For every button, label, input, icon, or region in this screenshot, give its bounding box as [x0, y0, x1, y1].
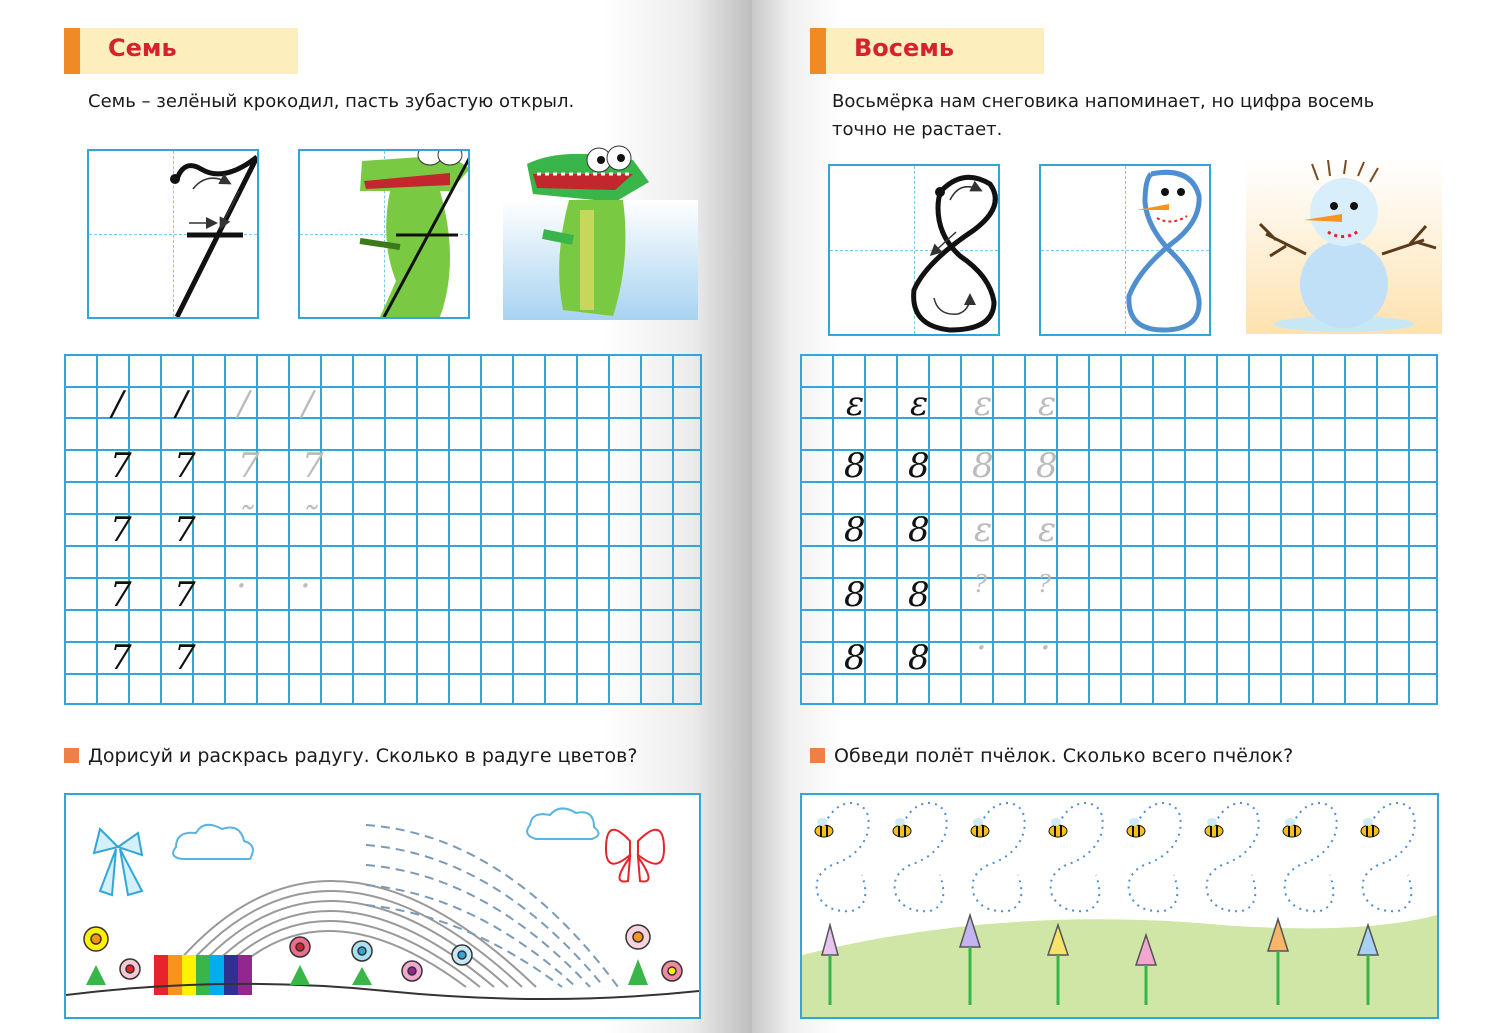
section-tab	[810, 28, 1044, 74]
sample-digit: 8	[844, 510, 866, 550]
task-instruction	[64, 745, 637, 767]
trace-digit[interactable]: ·	[1040, 628, 1051, 668]
page-eight	[752, 0, 1500, 1033]
sample-digit: 7	[110, 446, 132, 486]
section-tab	[64, 28, 298, 74]
bee-flight-activity[interactable]	[800, 793, 1439, 1019]
practice-grid-seven	[64, 354, 702, 705]
task-instruction	[810, 745, 1293, 767]
trace-digit[interactable]: ?	[974, 570, 987, 598]
trace-digit[interactable]: 7	[238, 446, 260, 486]
sample-digit: 8	[844, 446, 866, 486]
sample-digit: /	[176, 384, 188, 424]
sample-digit: 7	[174, 510, 196, 550]
trace-digit[interactable]: /	[238, 384, 250, 424]
butterfly-icon	[606, 830, 664, 882]
trace-digit[interactable]: ·	[236, 566, 247, 606]
sample-digit: 7	[110, 510, 132, 550]
sample-digit: 8	[844, 638, 866, 678]
sample-digit: 7	[174, 575, 196, 615]
trace-digit[interactable]: 8	[1036, 446, 1058, 486]
trace-digit[interactable]: ·	[300, 566, 311, 606]
trace-digit[interactable]: /	[302, 384, 314, 424]
rhyme-text: Семь – зелёный крокодил, пасть зубастую открыл.	[88, 91, 575, 112]
task-bullet-icon	[810, 748, 825, 763]
trace-digit[interactable]: ˜	[300, 500, 317, 540]
sample-digit: ɛ	[910, 384, 929, 424]
trace-digit[interactable]: ?	[1038, 570, 1051, 598]
trace-digit[interactable]: 7	[302, 446, 324, 486]
sample-digit: 7	[174, 446, 196, 486]
trace-digit[interactable]: ε	[974, 510, 993, 550]
sample-digit: 8	[908, 510, 930, 550]
practice-grid-eight	[800, 354, 1438, 705]
sample-digit: 8	[908, 446, 930, 486]
sample-digit: /	[112, 384, 124, 424]
rhyme-text: Восьмёрка нам снеговика напоминает, но цифра восемь точно не растает.	[832, 91, 1375, 140]
crocodile-picture	[503, 140, 698, 320]
trace-digit[interactable]: ˜	[236, 500, 253, 540]
snowman-digit-box	[1039, 164, 1211, 336]
sample-digit: 8	[908, 638, 930, 678]
trace-digit[interactable]: ·	[976, 628, 987, 668]
tab-accent	[64, 28, 80, 74]
sample-digit: 7	[174, 638, 196, 678]
crocodile-illustration	[300, 151, 468, 317]
digit-seven-strokes	[89, 151, 257, 317]
task-text: Дорисуй и раскрась радугу. Сколько в радуге цветов?	[88, 745, 638, 767]
sample-digit: 7	[110, 638, 132, 678]
rainbow-drawing	[66, 795, 699, 1017]
bee-flight-drawing	[802, 795, 1437, 1017]
digit-stroke-demo	[828, 164, 1000, 336]
rainbow-color-blocks	[154, 955, 252, 995]
crocodile-digit-box	[298, 149, 470, 319]
rainbow-activity[interactable]	[64, 793, 701, 1019]
trace-digit[interactable]: ɛ	[974, 384, 993, 424]
task-bullet-icon	[64, 748, 79, 763]
cloud-icon	[173, 808, 598, 859]
digit-eight-strokes	[830, 166, 998, 334]
digit-stroke-demo	[87, 149, 259, 319]
sample-digit: 8	[908, 575, 930, 615]
section-title: Семь	[108, 34, 177, 62]
task-text: Обведи полёт пчёлок. Сколько всего пчёлок?	[834, 745, 1294, 767]
sample-digit: 8	[844, 575, 866, 615]
tab-accent	[810, 28, 826, 74]
trace-digit[interactable]: ε	[1038, 510, 1057, 550]
snowman-outline-illustration	[1041, 166, 1209, 334]
sample-digit: 7	[110, 575, 132, 615]
bee-icon	[815, 818, 1379, 837]
trace-digit[interactable]: 8	[972, 446, 994, 486]
sample-digit: ɛ	[846, 384, 865, 424]
snowman-illustration	[1246, 160, 1442, 334]
section-title: Восемь	[854, 34, 955, 62]
bow-icon	[94, 829, 142, 895]
trace-digit[interactable]: ɛ	[1038, 384, 1057, 424]
